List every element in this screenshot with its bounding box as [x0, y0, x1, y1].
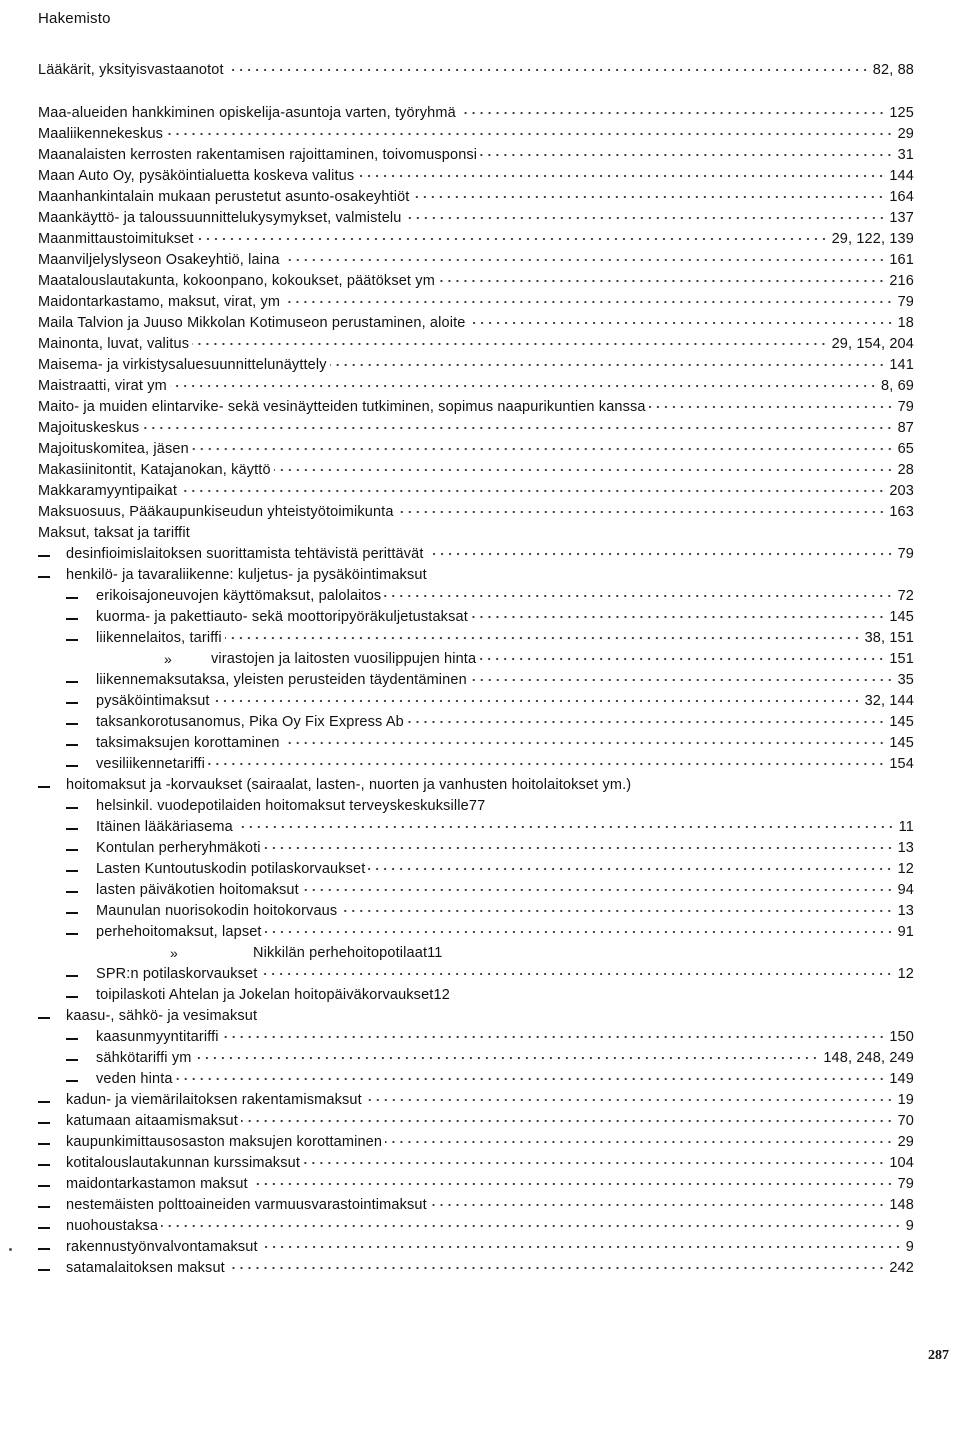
- entry-label: liikennemaksutaksa, yleisten perusteiden täydentäminen: [96, 672, 467, 688]
- subentry-dash: [38, 1143, 50, 1145]
- entry-label: SPR:n potilaskorvaukset: [96, 966, 258, 982]
- dot-leader: [340, 910, 893, 912]
- subentry-dash: [66, 828, 78, 830]
- index-entry: [0, 313, 960, 333]
- entry-pages: 87: [897, 420, 914, 436]
- entry-pages: 161: [889, 252, 914, 268]
- subentry-dash: [38, 1101, 50, 1103]
- index-entry: [0, 166, 960, 186]
- subentry-dash: [66, 1038, 78, 1040]
- index-entry: [0, 1153, 960, 1173]
- index-entry: [0, 1027, 960, 1047]
- dot-leader: [469, 322, 894, 324]
- dot-leader: [166, 133, 894, 135]
- dot-leader: [225, 637, 861, 639]
- entry-label: kaasunmyyntitariffi: [96, 1029, 219, 1045]
- entry-pages: 12: [433, 987, 450, 1003]
- entry-label: taksimaksujen korottaminen: [96, 735, 280, 751]
- entry-label: Maatalouslautakunta, kokoonpano, kokoukset, päätökset ym: [38, 273, 435, 289]
- subentry-dash: [66, 891, 78, 893]
- index-entry: [0, 1132, 960, 1152]
- entry-label: Maila Talvion ja Juuso Mikkolan Kotimuseon perustaminen, aloite: [38, 315, 466, 331]
- entry-pages: 150: [889, 1029, 914, 1045]
- entry-pages: 125: [889, 105, 914, 121]
- dot-leader: [176, 1078, 886, 1080]
- subentry-dash: [66, 702, 78, 704]
- dot-leader: [365, 1099, 894, 1101]
- index-entry: [0, 586, 960, 606]
- entry-label: sähkötariffi ym: [96, 1050, 192, 1066]
- entry-label: hoitomaksut ja -korvaukset (sairaalat, lasten-, nuorten ja vanhusten hoitolaitokset ym.): [66, 777, 632, 793]
- index-entry: [0, 208, 960, 228]
- entry-label: Maa-alueiden hankkiminen opiskelija-asuntoja varten, työryhmä: [38, 105, 456, 121]
- dot-leader: [283, 301, 893, 303]
- subentry-dash: [66, 807, 78, 809]
- entry-label: kuorma- ja pakettiauto- sekä moottoripyöräkuljetustaksat: [96, 609, 468, 625]
- entry-pages: 9: [905, 1239, 914, 1255]
- dot-leader: [283, 742, 886, 744]
- subentry-dash: [66, 996, 78, 998]
- entry-pages: 38, 151: [864, 630, 914, 646]
- index-entry: [0, 145, 960, 165]
- entry-pages: 32, 144: [864, 693, 914, 709]
- dot-leader: [649, 406, 894, 408]
- subentry-dash: [66, 765, 78, 767]
- index-entry: [0, 943, 960, 963]
- entry-pages: 141: [889, 357, 914, 373]
- subentry-dash: [66, 933, 78, 935]
- entry-pages: 151: [889, 651, 914, 667]
- dot-leader: [471, 616, 885, 618]
- entry-pages: 65: [897, 441, 914, 457]
- subentry-dash: [38, 1185, 50, 1187]
- index-entry: [0, 355, 960, 375]
- index-entry: [0, 376, 960, 396]
- subentry-dash: [66, 618, 78, 620]
- index-entry: [0, 60, 960, 80]
- index-entry: [0, 481, 960, 501]
- dot-leader: [397, 511, 886, 513]
- entry-pages: 137: [889, 210, 914, 226]
- index-entry: [0, 1048, 960, 1068]
- entry-pages: 203: [889, 483, 914, 499]
- entry-label: Maidontarkastamo, maksut, virat, ym: [38, 294, 281, 310]
- index-entry: [0, 796, 960, 816]
- index-entry: [0, 922, 960, 942]
- dot-leader: [227, 69, 869, 71]
- index-entry: [0, 964, 960, 984]
- entry-pages: 13: [897, 840, 914, 856]
- entry-label: Lääkärit, yksityisvastaanotot: [38, 62, 224, 78]
- index-entry: [0, 901, 960, 921]
- entry-label: Maanmittaustoimitukset: [38, 231, 194, 247]
- dot-leader: [459, 112, 886, 114]
- entry-label: Majoituskeskus: [38, 420, 140, 436]
- entry-label: veden hinta: [96, 1071, 173, 1087]
- entry-label: Lasten Kuntoutuskodin potilaskorvaukset: [96, 861, 366, 877]
- subentry-dash: [66, 975, 78, 977]
- dot-leader: [470, 679, 894, 681]
- index-entry: [0, 292, 960, 312]
- dot-leader: [236, 826, 895, 828]
- index-entry: [0, 187, 960, 207]
- dot-leader: [302, 889, 894, 891]
- entry-label: erikoisajoneuvojen käyttömaksut, palolaitos: [96, 588, 382, 604]
- index-entry: [0, 439, 960, 459]
- dot-leader: [260, 973, 893, 975]
- entry-label: Maanviljelyslyseon Osakeyhtiö, laina: [38, 252, 280, 268]
- subentry-dash: [38, 1227, 50, 1229]
- entry-pages: 8, 69: [881, 378, 914, 394]
- index-entry: [0, 250, 960, 270]
- ditto-mark: »: [164, 651, 172, 667]
- entry-pages: 164: [889, 189, 914, 205]
- entry-label: nestemäisten polttoaineiden varmuusvarastointimaksut: [66, 1197, 427, 1213]
- entry-pages: 19: [897, 1092, 914, 1108]
- dot-leader: [213, 700, 861, 702]
- entry-label: Maanhankintalain mukaan perustetut asunto-osakeyhtiöt: [38, 189, 410, 205]
- entry-label: Makasiinitontit, Katajanokan, käyttö: [38, 462, 271, 478]
- dot-leader: [142, 427, 893, 429]
- entry-pages: 94: [897, 882, 914, 898]
- entry-label: Mainonta, luvat, valitus: [38, 336, 190, 352]
- dot-leader: [265, 931, 894, 933]
- index-entry: [0, 418, 960, 438]
- index-entry: [0, 817, 960, 837]
- index-entry: [0, 1258, 960, 1278]
- subentry-dash: [66, 744, 78, 746]
- index-entry: [0, 985, 960, 1005]
- dot-leader: [170, 385, 877, 387]
- entry-pages: 154: [889, 756, 914, 772]
- subentry-dash: [38, 1164, 50, 1166]
- entry-pages: 91: [897, 924, 914, 940]
- entry-pages: 148: [889, 1197, 914, 1213]
- dot-leader: [274, 469, 894, 471]
- entry-pages: 29: [897, 1134, 914, 1150]
- entry-pages: 79: [897, 294, 914, 310]
- entry-label: rakennustyönvalvontamaksut: [66, 1239, 258, 1255]
- subentry-dash: [38, 1269, 50, 1271]
- subentry-dash: [38, 1122, 50, 1124]
- entry-pages: 104: [889, 1155, 914, 1171]
- index-entry: [0, 628, 960, 648]
- subentry-dash: [66, 681, 78, 683]
- entry-pages: 144: [889, 168, 914, 184]
- entry-label: Maankäyttö- ja taloussuunnittelukysymykset, valmistelu: [38, 210, 402, 226]
- entry-label: satamalaitoksen maksut: [66, 1260, 225, 1276]
- dot-leader: [385, 1141, 893, 1143]
- entry-label: Itäinen lääkäriasema: [96, 819, 233, 835]
- entry-pages: 29: [897, 126, 914, 142]
- index-entry: [0, 691, 960, 711]
- dot-leader: [480, 154, 893, 156]
- subentry-dash: [66, 723, 78, 725]
- dot-leader: [180, 490, 885, 492]
- entry-pages: 11: [427, 945, 443, 961]
- index-entry: [0, 649, 960, 669]
- dot-leader: [479, 658, 885, 660]
- dot-leader: [228, 1267, 886, 1269]
- dot-leader: [261, 1246, 902, 1248]
- dot-leader: [427, 553, 894, 555]
- index-entry: [0, 229, 960, 249]
- entry-label: maidontarkastamon maksut: [66, 1176, 248, 1192]
- entry-label: toipilaskoti Ahtelan ja Jokelan hoitopäiväkorvaukset: [96, 987, 434, 1003]
- subentry-dash: [66, 870, 78, 872]
- index-entry: [0, 838, 960, 858]
- dot-leader: [357, 175, 885, 177]
- dot-leader: [407, 721, 885, 723]
- entry-pages: 31: [897, 147, 914, 163]
- index-entry: [0, 124, 960, 144]
- subentry-dash: [66, 639, 78, 641]
- entry-label: lasten päiväkotien hoitomaksut: [96, 882, 299, 898]
- entry-label: desinfioimislaitoksen suorittamista tehtävistä perittävät: [66, 546, 424, 562]
- entry-pages: 29, 154, 204: [831, 336, 914, 352]
- entry-pages: 29, 122, 139: [831, 231, 914, 247]
- entry-label: katumaan aitaamismaksut: [66, 1113, 238, 1129]
- index-entry: [0, 1090, 960, 1110]
- entry-label: taksankorotusanomus, Pika Oy Fix Express Ab: [96, 714, 404, 730]
- subentry-dash: [66, 597, 78, 599]
- dot-leader: [303, 1162, 885, 1164]
- dot-leader: [161, 1225, 902, 1227]
- entry-label: Nikkilän perhehoitopotilaat: [253, 945, 428, 961]
- dot-leader: [208, 763, 885, 765]
- entry-label: Maito- ja muiden elintarvike- sekä vesinäytteiden tutkiminen, sopimus naapurikuntien kanssa: [38, 399, 646, 415]
- entry-pages: 77: [468, 798, 486, 814]
- entry-label: liikennelaitos, tariffi: [96, 630, 222, 646]
- entry-label: henkilö- ja tavaraliikenne: kuljetus- ja pysäköintimaksut: [66, 567, 427, 583]
- entry-label: Majoituskomitea, jäsen: [38, 441, 189, 457]
- entry-pages: 12: [897, 861, 914, 877]
- index-entry: [0, 544, 960, 564]
- index-entry: [0, 754, 960, 774]
- subentry-dash: [66, 912, 78, 914]
- entry-pages: 149: [889, 1071, 914, 1087]
- subentry-dash: [38, 1017, 50, 1019]
- dot-leader: [197, 238, 828, 240]
- entry-pages: 145: [889, 609, 914, 625]
- entry-label: kadun- ja viemärilaitoksen rakentamismaksut: [66, 1092, 362, 1108]
- index-entry: [0, 523, 960, 543]
- entry-pages: 82, 88: [872, 62, 914, 78]
- page-title: Hakemisto: [38, 10, 111, 27]
- dot-leader: [194, 1057, 819, 1059]
- entry-label: Maunulan nuorisokodin hoitokorvaus: [96, 903, 338, 919]
- entry-pages: 163: [889, 504, 914, 520]
- subentry-dash: [38, 786, 50, 788]
- entry-label: pysäköintimaksut: [96, 693, 210, 709]
- subentry-dash: [38, 1206, 50, 1208]
- entry-pages: 70: [897, 1113, 914, 1129]
- dot-leader: [192, 448, 894, 450]
- index-entry: [0, 670, 960, 690]
- entry-label: Maksut, taksat ja tariffit: [38, 525, 190, 541]
- index-entry: [0, 859, 960, 879]
- subentry-dash: [66, 1080, 78, 1082]
- entry-label: Maanalaisten kerrosten rakentamisen rajoittaminen, toivomusponsi: [38, 147, 478, 163]
- entry-pages: 11: [898, 819, 914, 835]
- entry-pages: 35: [897, 672, 914, 688]
- dot-leader: [330, 364, 886, 366]
- entry-label: Makkaramyyntipaikat: [38, 483, 178, 499]
- entry-label: kaupunkimittausosaston maksujen korottaminen: [66, 1134, 383, 1150]
- index-entry: [0, 733, 960, 753]
- index-entry: [0, 1216, 960, 1236]
- entry-pages: 79: [897, 1176, 914, 1192]
- index-entry: [0, 1237, 960, 1257]
- index-entry: [0, 565, 960, 585]
- entry-label: Maksuosuus, Pääkaupunkiseudun yhteistyötoimikunta: [38, 504, 394, 520]
- ditto-mark: »: [170, 945, 178, 961]
- dot-leader: [222, 1036, 886, 1038]
- entry-pages: 12: [897, 966, 914, 982]
- entry-pages: 79: [897, 546, 914, 562]
- dot-leader: [438, 280, 885, 282]
- dot-leader: [384, 595, 893, 597]
- index-entry: [0, 1174, 960, 1194]
- entry-label: Maaliikennekeskus: [38, 126, 164, 142]
- index-entry: [0, 334, 960, 354]
- dot-leader: [430, 1204, 886, 1206]
- index-entry: [0, 103, 960, 123]
- subentry-dash: [38, 576, 50, 578]
- entry-label: Maistraatti, virat ym: [38, 378, 167, 394]
- index-entry: [0, 502, 960, 522]
- subentry-dash: [66, 1059, 78, 1061]
- entry-pages: 18: [897, 315, 914, 331]
- dot-leader: [283, 259, 886, 261]
- index-entry: [0, 880, 960, 900]
- dot-leader: [412, 196, 885, 198]
- dot-leader: [192, 343, 827, 345]
- dot-leader: [264, 847, 894, 849]
- entry-label: vesiliikennetariffi: [96, 756, 205, 772]
- entry-label: Maan Auto Oy, pysäköintialuetta koskeva valitus: [38, 168, 355, 184]
- entry-pages: 13: [897, 903, 914, 919]
- index-entry: [0, 775, 960, 795]
- index-entry: [0, 1111, 960, 1131]
- page-number: 287: [928, 1348, 949, 1363]
- entry-label: helsinkil. vuodepotilaiden hoitomaksut terveyskeskuksille: [96, 798, 469, 814]
- dot-leader: [368, 868, 893, 870]
- index-entry: [0, 607, 960, 627]
- entry-label: Kontulan perheryhmäkoti: [96, 840, 261, 856]
- index-entry: [0, 1006, 960, 1026]
- entry-pages: 28: [897, 462, 914, 478]
- index-entry: [0, 397, 960, 417]
- subentry-dash: [38, 555, 50, 557]
- index-entry: [0, 1069, 960, 1089]
- stray-mark: [9, 1248, 12, 1251]
- entry-pages: 9: [905, 1218, 914, 1234]
- dot-leader: [405, 217, 886, 219]
- entry-pages: 79: [897, 399, 914, 415]
- entry-pages: 145: [889, 735, 914, 751]
- entry-pages: 216: [889, 273, 914, 289]
- entry-pages: 145: [889, 714, 914, 730]
- index-entry: [0, 1195, 960, 1215]
- entry-label: perhehoitomaksut, lapset: [96, 924, 262, 940]
- index-entry: [0, 271, 960, 291]
- subentry-dash: [38, 1248, 50, 1250]
- entry-label: kaasu-, sähkö- ja vesimaksut: [66, 1008, 258, 1024]
- entry-label: virastojen ja laitosten vuosilippujen hinta: [211, 651, 477, 667]
- dot-leader: [241, 1120, 894, 1122]
- entry-pages: 148, 248, 249: [823, 1050, 914, 1066]
- index-entry: [0, 460, 960, 480]
- subentry-dash: [66, 849, 78, 851]
- entry-label: nuohoustaksa: [66, 1218, 159, 1234]
- index-entry: [0, 712, 960, 732]
- dot-leader: [251, 1183, 894, 1185]
- entry-pages: 72: [897, 588, 914, 604]
- entry-label: Maisema- ja virkistysaluesuunnittelunäyttely: [38, 357, 327, 373]
- entry-label: kotitalouslautakunnan kurssimaksut: [66, 1155, 300, 1171]
- entry-pages: 242: [889, 1260, 914, 1276]
